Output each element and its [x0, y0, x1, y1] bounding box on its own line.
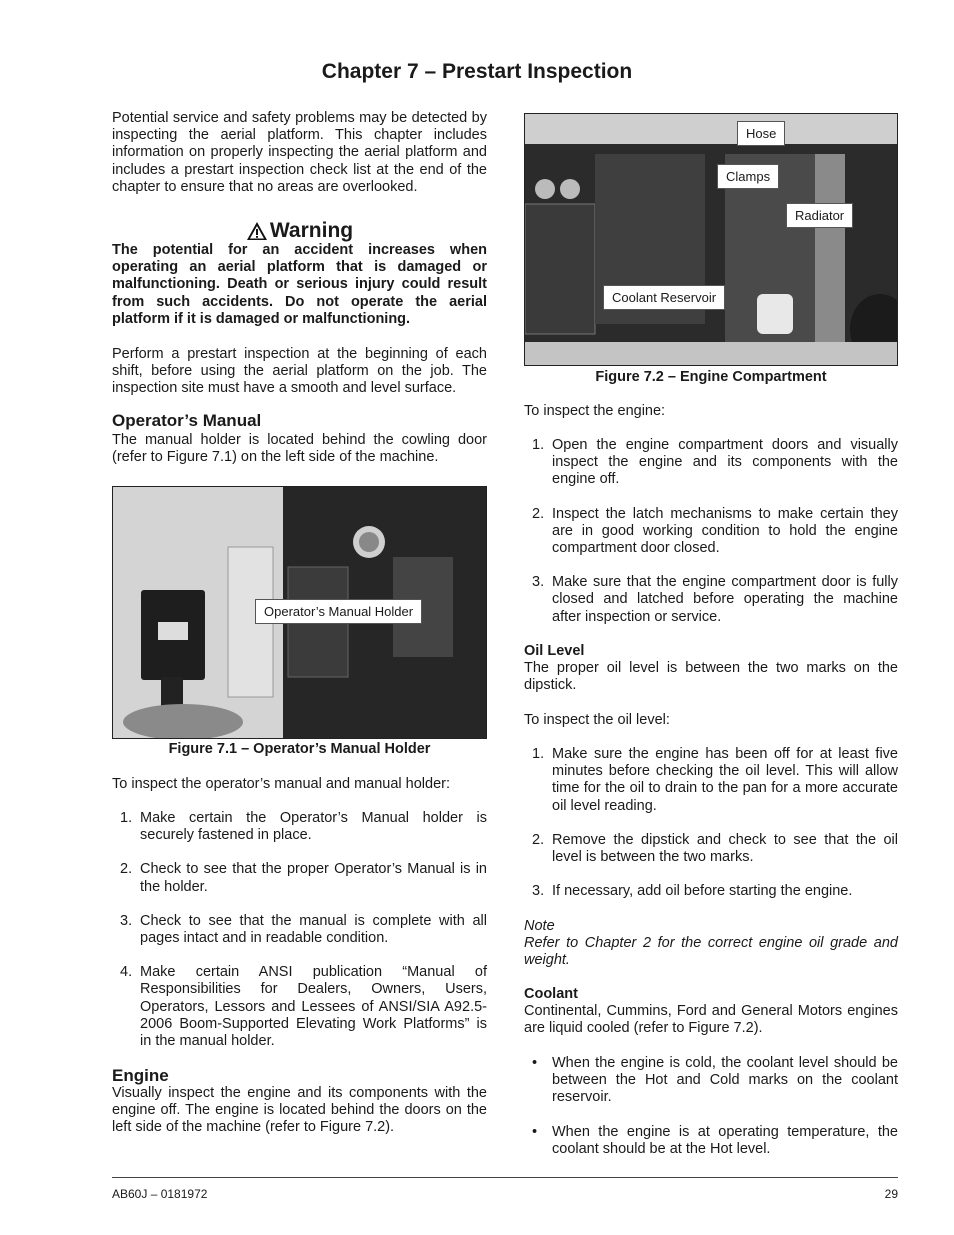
footer-divider — [112, 1177, 898, 1178]
callout-radiator: Radiator — [786, 203, 853, 228]
list-item: 2. Inspect the latch mechanisms to make certain they are in good working condition to hold the engine compartment door closed. — [532, 505, 898, 557]
callout-operators-manual-holder: Operator’s Manual Holder — [255, 599, 422, 624]
oil-level-heading: Oil Level — [524, 643, 585, 659]
coolant-text: Continental, Cummins, Ford and General Motors engines are liquid cooled (refer to Figure 7.2). — [524, 1003, 898, 1037]
figure-operators-manual-holder-photo — [112, 486, 487, 739]
list-item: • When the engine is at operating temperature, the coolant should be at the Hot level. — [532, 1123, 898, 1157]
coolant-heading: Coolant — [524, 986, 578, 1002]
list-item: • When the engine is cold, the coolant level should be between the Hot and Cold marks on the coolant reservoir. — [532, 1055, 898, 1106]
operators-manual-lead: To inspect the operator’s manual and manual holder: — [112, 776, 451, 792]
list-item: 2. Remove the dipstick and check to see that the oil level is between the two marks. — [532, 831, 898, 866]
list-item: 4. Make certain ANSI publication “Manual of Responsibilities for Dealers, Owners, Users, Operators, Lessors and Lessees of ANSI/SIA A92.5-2006 Boom-Supported Elevating Work Platforms” is in the manual holder. — [120, 964, 487, 1050]
prestart-paragraph: Perform a prestart inspection at the beginning of each shift, before using the aerial platform on the job. The inspection site must have a smooth and level surface. — [112, 346, 487, 397]
intro-paragraph: Potential service and safety problems may be detected by inspecting the aerial platform. This chapter includes information on properly inspecting the aerial platform and includes a prestart inspection check list at the end of the chapter to ensure that no areas are overlooked. — [112, 110, 487, 195]
engine-heading: Engine — [112, 1066, 169, 1085]
page-title: Chapter 7 – Prestart Inspection — [321, 60, 633, 83]
callout-hose: Hose — [737, 121, 785, 146]
callout-clamps: Clamps — [717, 164, 779, 189]
warning-body: The potential for an accident increases when operating an aerial platform that is damaged or malfunctioning. Death or serious injury could result from such accidents. Do not operate the aerial platform if it is damaged or malfunctioning. — [112, 242, 487, 327]
note-label: Note — [524, 918, 555, 934]
warning-title: Warning — [269, 219, 354, 242]
footer-doc-id: AB60J – 0181972 — [112, 1187, 208, 1201]
list-item: 3. If necessary, add oil before starting the engine. — [532, 883, 853, 900]
coolant-bullets — [524, 1055, 898, 1175]
warning-triangle-icon — [246, 221, 268, 241]
list-item: 2. Check to see that the proper Operator’s Manual is in the holder. — [120, 861, 487, 895]
operators-manual-steps — [112, 810, 487, 1067]
warning-heading — [112, 219, 487, 243]
oil-level-lead: To inspect the oil level: — [524, 712, 670, 728]
footer-page-number: 29 — [884, 1187, 898, 1201]
engine-compartment-illustration — [525, 114, 897, 365]
engine-lead: To inspect the engine: — [524, 403, 666, 419]
list-item: 3. Check to see that the manual is complete with all pages intact and in readable condition. — [120, 912, 487, 947]
callout-coolant-reservoir: Coolant Reservoir — [603, 285, 725, 310]
note-text: Refer to Chapter 2 for the correct engine oil grade and weight. — [524, 935, 898, 969]
oil-level-steps — [524, 746, 898, 917]
engine-steps — [524, 437, 898, 643]
list-item: 1. Make certain the Operator’s Manual holder is securely fastened in place. — [120, 810, 487, 844]
operators-manual-heading: Operator’s Manual — [112, 411, 262, 430]
list-item: 3. Make sure that the engine compartment door is fully closed and latched before operating the machine after inspection or service. — [532, 574, 898, 625]
list-item: 1. Make sure the engine has been off for at least five minutes before checking the oil level. This will allow time for the oil to drain to the pan for a more accurate oil level reading. — [532, 746, 898, 814]
operators-manual-text: The manual holder is located behind the cowling door (refer to Figure 7.1) on the left side of the machine. — [112, 432, 487, 466]
figure-7-2-caption: Figure 7.2 – Engine Compartment — [595, 369, 827, 385]
list-item: 1. Open the engine compartment doors and visually inspect the engine and its components with the engine off. — [532, 437, 898, 488]
engine-text: Visually inspect the engine and its components with the engine off. The engine is located behind the doors on the left side of the machine (refer to Figure 7.2). — [112, 1085, 487, 1136]
oil-level-text: The proper oil level is between the two marks on the dipstick. — [524, 660, 898, 694]
figure-7-1-caption: Figure 7.1 – Operator’s Manual Holder — [168, 741, 431, 757]
figure-engine-compartment-photo — [524, 113, 898, 366]
